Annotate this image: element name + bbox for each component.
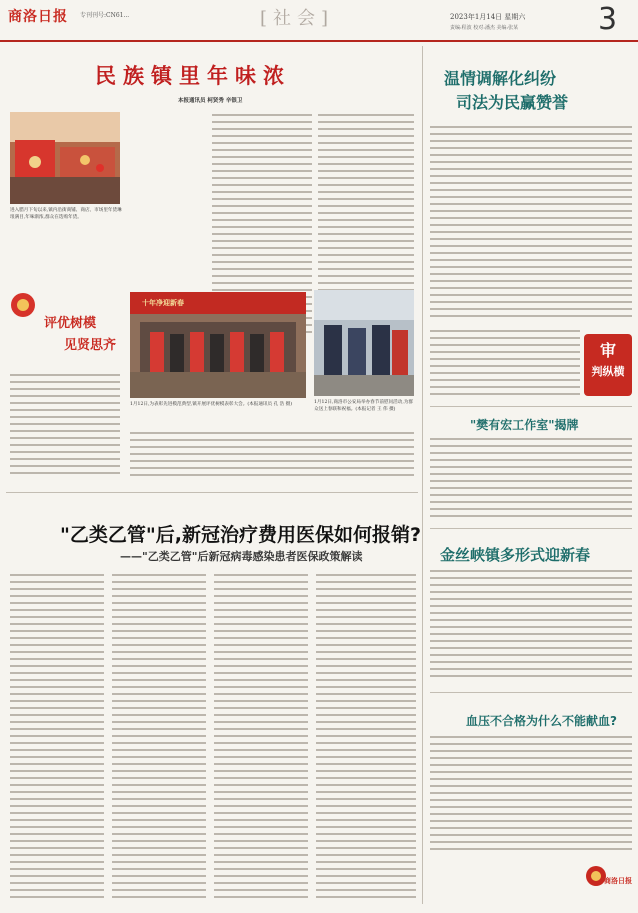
police-event-photo — [314, 290, 414, 396]
column-divider — [422, 46, 423, 904]
police-photo-caption: 1月12日,商洛市公安局举办春节前慰问活动,为群众送上春联和祝福。(本报记者 王 伟 摄) — [314, 400, 413, 412]
masthead — [0, 0, 638, 42]
section-divider — [6, 492, 418, 493]
story1-title-line1: 温情调解化纠纷 — [444, 69, 557, 88]
bottom-story-col3 — [214, 574, 308, 904]
editor-credits: 责编:程波 校对:潘杰 美编:张某 — [450, 25, 519, 31]
bottom-story-subtitle: ——"乙类乙管"后新冠病毒感染患者医保政策解读 — [120, 550, 363, 563]
feature-ribbon-line1: 评优树模 — [44, 316, 97, 331]
footer-logo-text: 商洛日报 — [604, 877, 632, 885]
story2-body — [430, 438, 632, 522]
bottom-story-col1 — [10, 574, 104, 904]
feature-ribbon-line2: 见贤思齐 — [64, 338, 117, 353]
story4-title: 血压不合格为什么不能献血? — [466, 714, 617, 728]
story3-body — [430, 570, 632, 684]
bottom-story-col2 — [112, 574, 206, 904]
lead-story-col1 — [126, 114, 206, 218]
right-divider-3 — [430, 692, 632, 693]
lead-story-title: 民族镇里年味浓 — [95, 63, 291, 88]
story3-title: 金丝峡镇多形式迎新春 — [440, 546, 591, 564]
award-photo-caption: 1月12日,为表彰先进模范典型,镇开展评优树模表彰大会。(本报通讯员 孔 浩 摄) — [130, 402, 293, 407]
award-ceremony-photo — [130, 292, 306, 398]
market-photo — [10, 112, 120, 204]
right-divider-2 — [430, 528, 632, 529]
issue-code: 专刊刊号:CN61... — [80, 12, 130, 19]
feature-ornament — [8, 290, 38, 320]
lead-story-col4 — [130, 432, 414, 482]
footer-logo — [584, 860, 634, 906]
newspaper-logo: 商洛日报 — [8, 9, 68, 25]
badge-line1: 审 — [599, 341, 616, 360]
story1-title-line2: 司法为民赢赞誉 — [456, 93, 569, 112]
story2-title: "樊有宏工作室"揭牌 — [470, 418, 579, 432]
bottom-story-title: "乙类乙管"后,新冠治疗费用医保如何报销? — [60, 524, 422, 546]
market-photo-caption: 进入腊月下旬以来,镇内沿街商铺、商店、市场里年货琳琅满目,年味渐浓,群众在选购年货。 — [10, 208, 122, 220]
story1-body-cont — [430, 330, 580, 402]
right-divider-1 — [430, 406, 632, 407]
page-number: 3 — [598, 2, 618, 37]
story4-body — [430, 736, 632, 856]
badge-line2: 判纵横 — [591, 365, 625, 378]
story1-body — [430, 126, 632, 326]
banner-text: 十年净迎新春 — [142, 299, 184, 307]
lead-story-col0 — [10, 374, 120, 480]
section-title: [社会] — [260, 8, 335, 29]
lead-story-byline: 本报通讯员 柯贤秀 辛银卫 — [178, 98, 243, 104]
trial-column-badge — [584, 334, 632, 396]
bottom-story-col4 — [316, 574, 416, 904]
publication-date: 2023年1月14日 星期六 — [450, 13, 526, 21]
